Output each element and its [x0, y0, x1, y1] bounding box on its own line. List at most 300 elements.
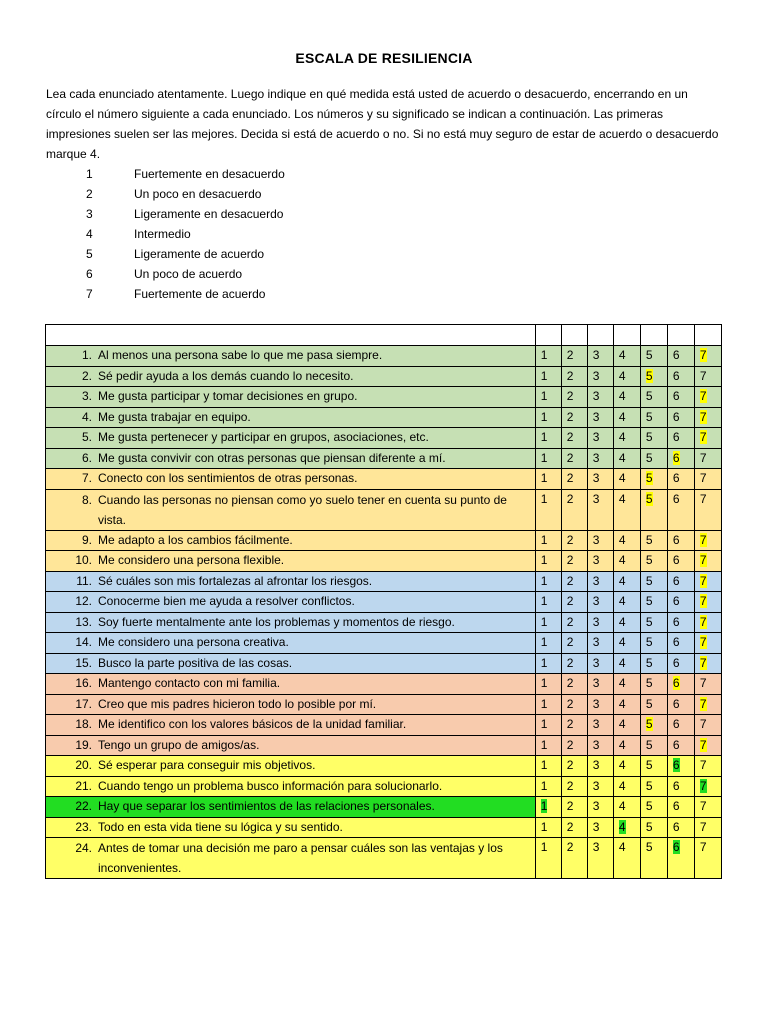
item-number: 4. [81, 409, 92, 424]
option-cell-7[interactable] [694, 612, 721, 633]
option-cell-2[interactable] [561, 756, 587, 777]
option-cell-2[interactable] [561, 530, 587, 551]
option-cell-7[interactable] [694, 571, 721, 592]
option-value: 4 [618, 553, 626, 567]
item-text: Todo en esta vida tiene su lógica y su sentido. [98, 819, 343, 834]
option-cell-3[interactable] [587, 674, 613, 695]
table-row [46, 592, 722, 613]
option-cell-6[interactable] [667, 366, 694, 387]
option-value: 2 [566, 430, 574, 444]
option-cell-2[interactable] [561, 735, 587, 756]
option-cell-6[interactable] [667, 817, 694, 838]
table-row [46, 387, 722, 408]
option-cell-3[interactable] [587, 838, 613, 879]
option-cell-2[interactable] [561, 776, 587, 797]
option-value: 1 [540, 635, 548, 649]
option-cell-2[interactable] [561, 838, 587, 879]
option-cell-3[interactable] [587, 387, 613, 408]
option-cell-1[interactable] [535, 407, 561, 428]
option-cell-2[interactable] [561, 469, 587, 490]
option-value: 3 [592, 471, 600, 485]
option-value: 4 [618, 635, 626, 649]
option-cell-5[interactable] [640, 387, 667, 408]
option-cell-6[interactable] [667, 612, 694, 633]
item-text: Conocerme bien me ayuda a resolver conflictos. [98, 594, 355, 608]
option-value: 5 [645, 594, 653, 608]
item-statement-cell [46, 530, 536, 551]
item-text: Me gusta pertenecer y participar en grupos, asociaciones, etc. [98, 430, 429, 444]
option-value: 4 [618, 840, 626, 854]
option-cell-4[interactable] [613, 592, 640, 613]
option-cell-6[interactable] [667, 653, 694, 674]
option-value: 1 [540, 471, 548, 485]
option-cell-5[interactable] [640, 366, 667, 387]
option-cell-2[interactable] [561, 407, 587, 428]
option-cell-6[interactable] [667, 715, 694, 736]
option-cell-3[interactable] [587, 448, 613, 469]
item-statement-cell [46, 735, 536, 756]
option-cell-4[interactable] [613, 756, 640, 777]
option-cell-2[interactable] [561, 592, 587, 613]
header-cell [535, 325, 561, 346]
option-cell-4[interactable] [613, 448, 640, 469]
table-row [46, 715, 722, 736]
option-cell-5[interactable] [640, 674, 667, 695]
option-cell-3[interactable] [587, 469, 613, 490]
option-value: 6 [672, 553, 680, 567]
option-cell-5[interactable] [640, 592, 667, 613]
option-cell-6[interactable] [667, 346, 694, 367]
option-cell-3[interactable] [587, 756, 613, 777]
option-cell-6[interactable] [667, 469, 694, 490]
option-cell-6[interactable] [667, 735, 694, 756]
option-cell-1[interactable] [535, 715, 561, 736]
option-value: 2 [566, 368, 574, 383]
option-value: 3 [592, 348, 600, 362]
option-cell-6[interactable] [667, 530, 694, 551]
option-cell-5[interactable] [640, 428, 667, 449]
option-value: 3 [592, 696, 600, 711]
option-cell-4[interactable] [613, 694, 640, 715]
selected-option-value: 6 [672, 758, 680, 772]
option-cell-5[interactable] [640, 694, 667, 715]
item-statement-cell [46, 571, 536, 592]
scale-item [86, 204, 285, 224]
table-row [46, 448, 722, 469]
option-cell-7[interactable] [694, 653, 721, 674]
scale-item [86, 264, 285, 284]
item-number: 23. [75, 819, 92, 834]
option-value: 7 [699, 717, 707, 731]
option-cell-5[interactable] [640, 633, 667, 654]
item-number: 14. [75, 635, 92, 649]
option-cell-7[interactable] [694, 489, 721, 530]
table-row [46, 407, 722, 428]
option-cell-4[interactable] [613, 428, 640, 449]
option-cell-4[interactable] [613, 674, 640, 695]
option-cell-5[interactable] [640, 817, 667, 838]
option-value: 3 [592, 409, 600, 424]
option-cell-6[interactable] [667, 633, 694, 654]
option-cell-4[interactable] [613, 735, 640, 756]
option-cell-5[interactable] [640, 530, 667, 551]
option-cell-4[interactable] [613, 530, 640, 551]
item-number: 22. [75, 799, 92, 813]
option-cell-3[interactable] [587, 797, 613, 818]
option-cell-3[interactable] [587, 428, 613, 449]
option-value: 1 [540, 655, 548, 670]
option-value: 5 [645, 614, 653, 629]
selected-option-value: 6 [672, 676, 680, 690]
option-cell-7[interactable] [694, 366, 721, 387]
item-number: 7. [81, 471, 92, 485]
option-value: 6 [672, 717, 680, 731]
selected-option-value: 7 [699, 737, 707, 752]
option-cell-6[interactable] [667, 428, 694, 449]
option-cell-1[interactable] [535, 694, 561, 715]
option-cell-7[interactable] [694, 346, 721, 367]
option-value: 5 [645, 635, 653, 649]
option-cell-7[interactable] [694, 592, 721, 613]
option-value: 3 [592, 717, 600, 731]
option-value: 7 [699, 758, 707, 772]
option-value: 1 [540, 840, 548, 854]
option-cell-6[interactable] [667, 407, 694, 428]
table-row [46, 366, 722, 387]
option-cell-7[interactable] [694, 694, 721, 715]
option-cell-2[interactable] [561, 817, 587, 838]
option-value: 5 [645, 430, 653, 444]
option-value: 4 [618, 614, 626, 629]
option-cell-4[interactable] [613, 653, 640, 674]
option-cell-5[interactable] [640, 469, 667, 490]
item-text: Conecto con los sentimientos de otras personas. [98, 471, 358, 485]
option-value: 7 [699, 676, 707, 690]
table-row [46, 653, 722, 674]
option-value: 6 [672, 471, 680, 485]
option-cell-1[interactable] [535, 776, 561, 797]
option-value: 2 [566, 778, 574, 793]
option-cell-2[interactable] [561, 612, 587, 633]
option-cell-1[interactable] [535, 366, 561, 387]
option-cell-4[interactable] [613, 469, 640, 490]
header-cell [640, 325, 667, 346]
option-value: 7 [699, 368, 707, 383]
option-cell-5[interactable] [640, 838, 667, 879]
option-cell-2[interactable] [561, 674, 587, 695]
option-cell-6[interactable] [667, 756, 694, 777]
item-statement-cell [46, 653, 536, 674]
option-cell-6[interactable] [667, 797, 694, 818]
option-cell-3[interactable] [587, 366, 613, 387]
option-value: 5 [645, 737, 653, 752]
table-row [46, 817, 722, 838]
option-cell-3[interactable] [587, 776, 613, 797]
option-cell-4[interactable] [613, 387, 640, 408]
option-cell-7[interactable] [694, 633, 721, 654]
option-cell-5[interactable] [640, 756, 667, 777]
item-statement-cell [46, 469, 536, 490]
option-cell-1[interactable] [535, 551, 561, 572]
option-cell-7[interactable] [694, 530, 721, 551]
item-statement-cell [46, 551, 536, 572]
option-cell-5[interactable] [640, 776, 667, 797]
option-cell-1[interactable] [535, 469, 561, 490]
option-value: 5 [645, 819, 653, 834]
option-cell-7[interactable] [694, 838, 721, 879]
option-cell-2[interactable] [561, 366, 587, 387]
option-cell-5[interactable] [640, 489, 667, 530]
option-cell-1[interactable] [535, 346, 561, 367]
option-cell-2[interactable] [561, 346, 587, 367]
option-cell-1[interactable] [535, 735, 561, 756]
option-cell-1[interactable] [535, 530, 561, 551]
option-value: 6 [672, 348, 680, 362]
option-cell-6[interactable] [667, 674, 694, 695]
option-value: 2 [566, 799, 574, 813]
item-statement-cell [46, 694, 536, 715]
table-row [46, 530, 722, 551]
option-value: 4 [618, 799, 626, 813]
item-number: 16. [75, 676, 92, 690]
option-value: 6 [672, 635, 680, 649]
option-value: 1 [540, 368, 548, 383]
option-cell-3[interactable] [587, 592, 613, 613]
option-value: 2 [566, 635, 574, 649]
selected-option-value: 7 [699, 532, 707, 547]
item-text: Cuando tengo un problema busco información para solucionarlo. [98, 778, 443, 793]
item-text: Soy fuerte mentalmente ante los problemas y momentos de riesgo. [98, 614, 455, 629]
option-cell-1[interactable] [535, 756, 561, 777]
option-cell-6[interactable] [667, 592, 694, 613]
scale-label: Ligeramente en desacuerdo [134, 207, 284, 221]
option-value: 7 [699, 819, 707, 834]
option-cell-6[interactable] [667, 387, 694, 408]
option-cell-1[interactable] [535, 633, 561, 654]
item-number: 12. [75, 594, 92, 608]
option-value: 7 [699, 471, 707, 485]
option-cell-2[interactable] [561, 448, 587, 469]
option-value: 5 [645, 778, 653, 793]
option-cell-3[interactable] [587, 694, 613, 715]
option-cell-5[interactable] [640, 346, 667, 367]
option-cell-7[interactable] [694, 387, 721, 408]
option-cell-1[interactable] [535, 838, 561, 879]
selected-option-value: 7 [699, 635, 707, 649]
option-cell-5[interactable] [640, 735, 667, 756]
option-value: 2 [566, 594, 574, 608]
option-cell-1[interactable] [535, 674, 561, 695]
scale-value: 1 [86, 167, 93, 181]
option-cell-3[interactable] [587, 633, 613, 654]
option-cell-5[interactable] [640, 715, 667, 736]
option-cell-2[interactable] [561, 797, 587, 818]
option-cell-4[interactable] [613, 366, 640, 387]
option-cell-1[interactable] [535, 428, 561, 449]
option-cell-5[interactable] [640, 448, 667, 469]
header-cell [694, 325, 721, 346]
option-cell-3[interactable] [587, 489, 613, 530]
option-cell-7[interactable] [694, 797, 721, 818]
item-number: 1. [81, 348, 92, 362]
option-cell-2[interactable] [561, 551, 587, 572]
option-cell-4[interactable] [613, 571, 640, 592]
option-cell-2[interactable] [561, 694, 587, 715]
option-cell-6[interactable] [667, 489, 694, 530]
option-cell-4[interactable] [613, 776, 640, 797]
option-cell-6[interactable] [667, 551, 694, 572]
option-cell-7[interactable] [694, 551, 721, 572]
option-cell-4[interactable] [613, 346, 640, 367]
option-cell-7[interactable] [694, 735, 721, 756]
option-value: 4 [618, 758, 626, 772]
scale-value: 6 [86, 267, 93, 281]
option-cell-1[interactable] [535, 797, 561, 818]
option-cell-1[interactable] [535, 592, 561, 613]
option-cell-7[interactable] [694, 756, 721, 777]
option-cell-4[interactable] [613, 612, 640, 633]
table-row [46, 776, 722, 797]
item-statement-cell [46, 489, 536, 530]
scale-label: Un poco en desacuerdo [134, 187, 262, 201]
option-cell-2[interactable] [561, 633, 587, 654]
option-cell-7[interactable] [694, 715, 721, 736]
option-cell-4[interactable] [613, 407, 640, 428]
table-row [46, 838, 722, 879]
option-value: 1 [540, 409, 548, 424]
selected-option-value: 7 [699, 594, 707, 608]
option-cell-1[interactable] [535, 653, 561, 674]
option-cell-6[interactable] [667, 694, 694, 715]
option-cell-4[interactable] [613, 715, 640, 736]
item-text: Cuando las personas no piensan como yo suelo tener en cuenta su punto de vista. [98, 492, 507, 527]
option-value: 3 [592, 737, 600, 752]
option-value: 4 [618, 717, 626, 731]
option-cell-7[interactable] [694, 817, 721, 838]
item-statement-cell [46, 387, 536, 408]
option-cell-6[interactable] [667, 838, 694, 879]
option-value: 4 [618, 778, 626, 793]
item-statement-cell [46, 756, 536, 777]
option-cell-7[interactable] [694, 469, 721, 490]
table-row [46, 797, 722, 818]
item-number: 20. [75, 758, 92, 772]
item-statement-cell [46, 407, 536, 428]
option-cell-5[interactable] [640, 571, 667, 592]
option-cell-7[interactable] [694, 776, 721, 797]
option-value: 2 [566, 409, 574, 424]
option-cell-4[interactable] [613, 633, 640, 654]
option-value: 3 [592, 491, 600, 506]
option-cell-1[interactable] [535, 448, 561, 469]
option-cell-4[interactable] [613, 817, 640, 838]
option-value: 2 [566, 491, 574, 506]
option-value: 2 [566, 696, 574, 711]
option-cell-3[interactable] [587, 735, 613, 756]
option-cell-7[interactable] [694, 674, 721, 695]
option-cell-2[interactable] [561, 715, 587, 736]
option-value: 1 [540, 348, 548, 362]
item-number: 21. [75, 778, 92, 793]
option-cell-2[interactable] [561, 653, 587, 674]
option-cell-3[interactable] [587, 653, 613, 674]
item-text: Me identifico con los valores básicos de la unidad familiar. [98, 717, 407, 731]
selected-option-value: 7 [699, 389, 707, 403]
option-cell-5[interactable] [640, 797, 667, 818]
option-cell-3[interactable] [587, 715, 613, 736]
table-row [46, 674, 722, 695]
option-value: 2 [566, 573, 574, 588]
option-cell-3[interactable] [587, 346, 613, 367]
selected-option-value: 5 [645, 368, 653, 383]
option-cell-1[interactable] [535, 612, 561, 633]
item-text: Me considero una persona creativa. [98, 635, 289, 649]
option-cell-5[interactable] [640, 407, 667, 428]
item-text: Busco la parte positiva de las cosas. [98, 655, 293, 670]
option-cell-2[interactable] [561, 571, 587, 592]
item-number: 3. [81, 389, 92, 403]
option-cell-1[interactable] [535, 387, 561, 408]
option-cell-5[interactable] [640, 551, 667, 572]
option-cell-7[interactable] [694, 407, 721, 428]
option-cell-6[interactable] [667, 448, 694, 469]
option-cell-6[interactable] [667, 776, 694, 797]
item-number: 2. [81, 368, 92, 383]
option-value: 2 [566, 758, 574, 772]
option-cell-1[interactable] [535, 571, 561, 592]
option-cell-3[interactable] [587, 571, 613, 592]
option-value: 7 [699, 450, 707, 465]
option-value: 5 [645, 758, 653, 772]
option-cell-3[interactable] [587, 817, 613, 838]
option-value: 4 [618, 450, 626, 465]
option-cell-6[interactable] [667, 571, 694, 592]
option-value: 5 [645, 553, 653, 567]
option-cell-2[interactable] [561, 428, 587, 449]
option-cell-5[interactable] [640, 612, 667, 633]
option-cell-7[interactable] [694, 448, 721, 469]
option-cell-3[interactable] [587, 551, 613, 572]
scale-item [86, 224, 285, 244]
option-cell-3[interactable] [587, 612, 613, 633]
scale-label: Un poco de acuerdo [134, 267, 243, 281]
option-value: 6 [672, 430, 680, 444]
option-cell-5[interactable] [640, 653, 667, 674]
option-cell-2[interactable] [561, 489, 587, 530]
option-value: 1 [540, 758, 548, 772]
option-value: 2 [566, 737, 574, 752]
scale-item [86, 184, 285, 204]
option-cell-2[interactable] [561, 387, 587, 408]
option-cell-4[interactable] [613, 838, 640, 879]
item-statement-cell [46, 366, 536, 387]
option-cell-4[interactable] [613, 797, 640, 818]
option-value: 5 [645, 676, 653, 690]
option-cell-3[interactable] [587, 407, 613, 428]
table-row [46, 346, 722, 367]
option-cell-4[interactable] [613, 489, 640, 530]
option-value: 4 [618, 491, 626, 506]
table-header-row [46, 325, 722, 346]
option-value: 3 [592, 368, 600, 383]
option-cell-7[interactable] [694, 428, 721, 449]
option-cell-4[interactable] [613, 551, 640, 572]
item-statement-cell [46, 346, 536, 367]
option-cell-1[interactable] [535, 489, 561, 530]
resilience-table [45, 324, 722, 879]
option-cell-1[interactable] [535, 817, 561, 838]
option-cell-3[interactable] [587, 530, 613, 551]
